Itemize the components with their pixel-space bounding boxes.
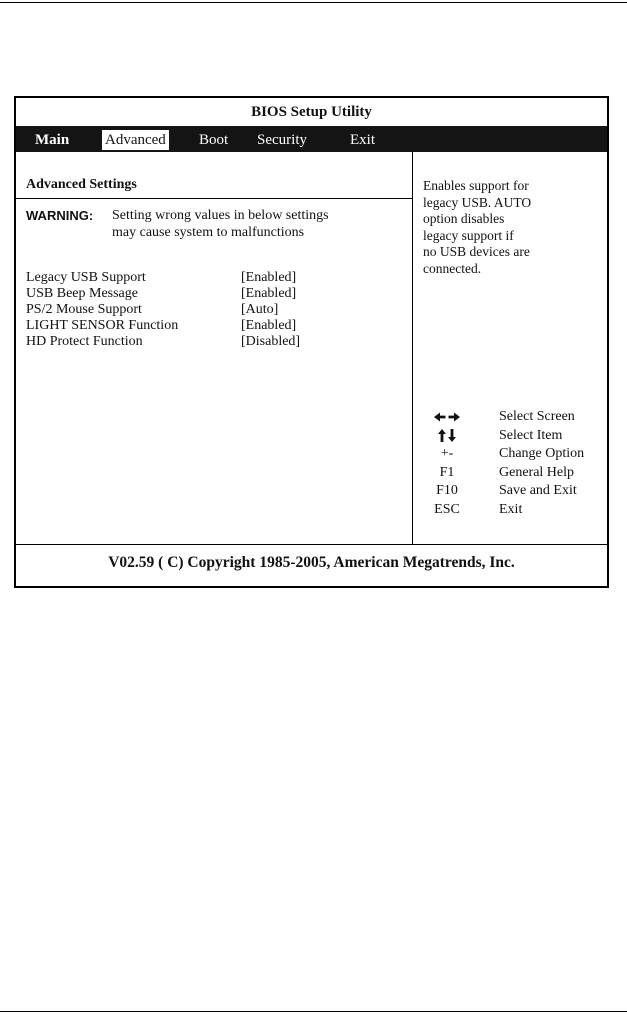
help-line: Enables support for [423,178,529,193]
help-line: no USB devices are [423,244,530,259]
key-label: ESC [434,501,460,517]
copyright-footer: V02.59 ( C) Copyright 1985-2005, American Megatrends, Inc. [108,554,515,571]
key-label: F1 [439,464,455,480]
help-line: option disables [423,211,505,226]
key-desc: Exit [499,501,523,517]
setting-name: PS/2 Mouse Support [26,302,142,317]
help-text [423,178,603,277]
setting-value[interactable]: [Enabled] [241,270,297,285]
section-title: Advanced Settings [26,177,137,192]
page-bottom-rule [0,1011,627,1012]
setting-name: USB Beep Message [26,286,138,301]
bios-window [14,96,609,588]
up-down-arrows-icon [425,427,469,446]
tab-boot[interactable]: Boot [199,132,229,148]
left-right-arrows-icon [425,408,469,427]
menu-bar [16,126,607,152]
tab-main[interactable]: Main [35,132,70,148]
section-divider [16,198,412,199]
setting-value[interactable]: [Disabled] [241,334,301,349]
setting-name: LIGHT SENSOR Function [26,318,179,333]
content-area [16,152,607,537]
key-label: +- [440,446,454,461]
tab-security[interactable]: Security [257,132,307,148]
warning-text-line1: Setting wrong values in below settings [112,208,329,223]
setting-value[interactable]: [Enabled] [241,318,297,333]
tab-exit[interactable]: Exit [350,132,375,148]
key-desc: Select Screen [499,409,575,424]
help-line: connected. [423,260,482,276]
warning-text-line2: may cause system to malfunctions [112,225,305,240]
help-line: legacy support if [423,227,514,243]
help-panel [413,152,607,537]
warning-label: WARNING: [26,208,94,223]
setting-value[interactable]: [Enabled] [241,286,297,301]
key-desc: General Help [499,464,575,480]
key-desc: Change Option [499,446,585,461]
tab-advanced[interactable]: Advanced [102,130,169,150]
footer-divider [16,544,607,545]
key-desc: Select Item [499,427,563,443]
settings-panel [16,152,412,537]
key-label: F10 [436,483,458,498]
window-title: BIOS Setup Utility [251,104,372,120]
page-top-rule [0,2,627,3]
setting-name: HD Protect Function [26,334,143,349]
help-line: legacy USB. AUTO [423,194,532,210]
setting-name: Legacy USB Support [26,270,146,285]
key-desc: Save and Exit [499,483,577,498]
setting-value[interactable]: [Auto] [241,302,279,317]
